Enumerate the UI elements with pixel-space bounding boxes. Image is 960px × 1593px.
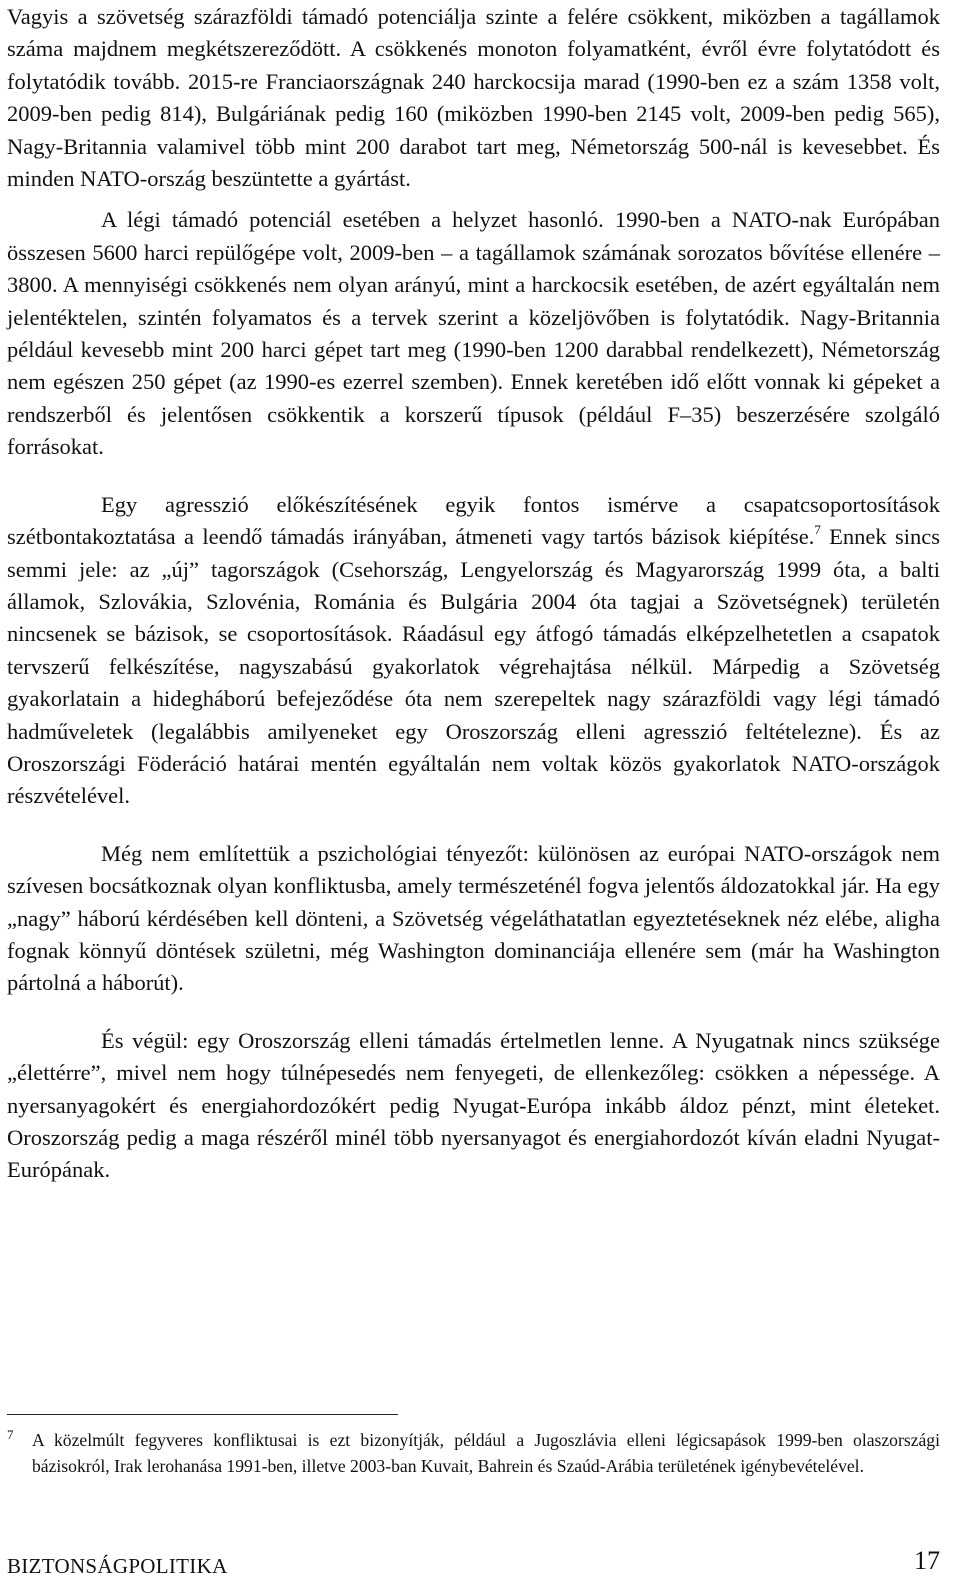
paragraph-3-text-after: Ennek sincs semmi jele: az „új” tagországok (Csehország, Lengyelország és Magyarország 1999 óta, a balti államok, Szlovákia, Szlovénia, Románia és Bulgária 2004 óta tagjai a Szövetségnek) területén nincsenek se bázisok, se csoportosítások. Ráadásul egy átfogó támadás elképzelhetetlen a csapatok tervszerű felkészítése, nagyszabású gyakorlatok végrehajtása nélkül. Márpedig a Szövetség gyakorlatain a hidegháború befejeződése óta nem szerepeltek nagy szárazföldi vagy légi támadó hadműveletek (legalábbis amilyeneket egy Oroszország elleni agresszió feltételezne). És az Oroszországi Föderáció határai mentén egyáltalán nem voltak közös gyakorlatok NATO-országok részvételével. xyxy=(7,524,941,809)
footnote-separator xyxy=(7,1414,398,1415)
footnote-number: 7 xyxy=(7,1427,14,1442)
paragraph-5: És végül: egy Oroszország elleni támadás értelmetlen lenne. A Nyugatnak nincs szüksége „élettérre”, mivel nem hogy túlnépesedés nem fenyegeti, de ellenkezőleg: csökken a népessége. A nyersanyagokért és energiahordozókért pedig Nyugat-Európa inkább áldoz pénzt, mint életeket. Oroszország pedig a maga részéről minél több nyersanyagot és energiahordozót kíván eladni Nyugat-Európának. xyxy=(7,1027,940,1183)
page-body xyxy=(7,0,940,1187)
paragraph-2: A légi támadó potenciál esetében a helyzet hasonló. 1990-ben a NATO-nak Európában összesen 5600 harci repülőgépe volt, 2009-ben – a tagállamok számának sorozatos bővítése ellenére – 3800. A mennyiségi csökkenés nem olyan arányú, mint a harckocsik esetében, de azért egyáltalán nem jelentéktelen, szintén folyamatos és a tervek szerint a közeljövőben is folytatódik. Nagy-Britannia például kevesebb mint 200 harci gépet tart meg (1990-ben 1200 darabbal rendelkezett), Németország nem egészen 250 gépet (az 1990-es ezerrel szemben). Ennek keretében idő előtt vonnak ki gépeket a rendszerből és jelentősen csökkentik a korszerű típusok (például F–35) beszerzésére szolgáló forrásokat. xyxy=(7,207,940,460)
paragraph-1: Vagyis a szövetség szárazföldi támadó potenciálja szinte a felére csökkent, miközben a tagállamok száma majdnem megkétszereződött. A csökkenés monoton folyamatként, évről évre folytatódott és folytatódik tovább. 2015-re Franciaországnak 240 harckocsija marad (1990-ben ez a szám 1358 volt, 2009-ben pedig 814), Bulgáriának pedig 160 (miközben 1990-ben 2145 volt, 2009-ben pedig 565), Nagy-Britannia valamivel több mint 200 darabot tart meg, Németország 500-nál is kevesebbet. És minden NATO-ország beszüntette a gyártást. xyxy=(7,4,940,192)
footnote xyxy=(7,1428,940,1479)
paragraph-3 xyxy=(7,489,940,813)
footnote-reference[interactable]: 7 xyxy=(814,521,821,537)
page-number: 17 xyxy=(914,1546,940,1575)
paragraph-3-text-before: Egy agresszió előkészítésének egyik fontos ismérve a csapatcsoportosítások szétbontakoztatása a leendő támadás irányában, átmeneti vagy tartós bázisok kiépítése. xyxy=(7,491,940,550)
footnote-text: A közelmúlt fegyveres konfliktusai is ezt bizonyítják, például a Jugoszlávia elleni légicsapások 1999-ben olaszországi bázisokról, Irak lerohanása 1991-ben, illetve 2003-ban Kuvait, Bahrein és Szaúd-Arábia területének igénybevételével. xyxy=(32,1430,940,1476)
page-footer xyxy=(7,1546,940,1586)
paragraph-4: Még nem említettük a pszichológiai tényezőt: különösen az európai NATO-országok nem szívesen bocsátkoznak olyan konfliktusba, amely természeténél fogva jelentős áldozatokkal jár. Ha egy „nagy” háború kérdésében kell dönteni, a Szövetség végeláthatatlan egyeztetéseknek néz elébe, aligha fognak könnyű döntések születni, még Washington dominanciája ellenére sem (már ha Washington pártolná a háborút). xyxy=(7,840,940,996)
running-title: BIZTONSÁGPOLITIKA xyxy=(7,1554,228,1578)
